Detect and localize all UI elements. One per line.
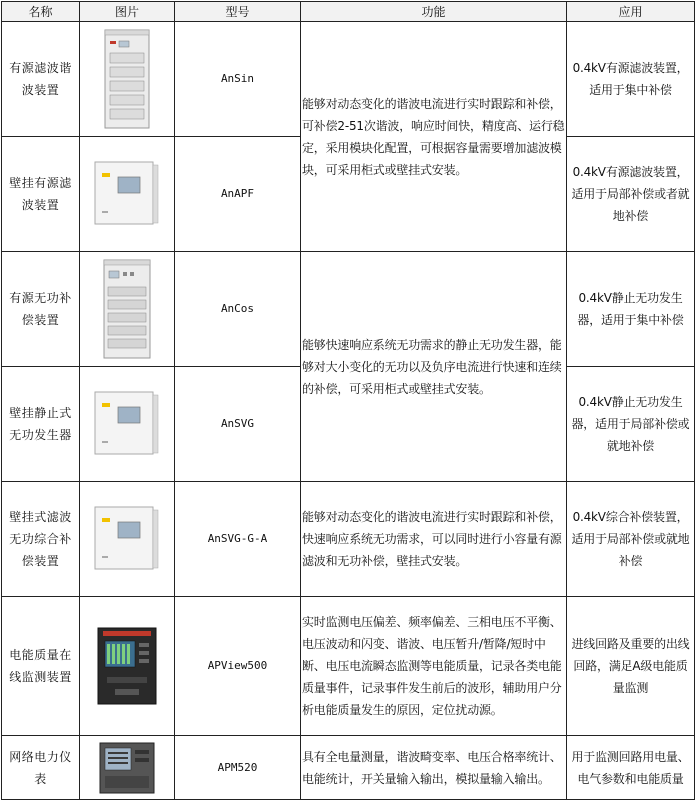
product-name: 有源无功补偿装置 (2, 252, 80, 367)
product-name: 壁挂有源滤波装置 (2, 137, 80, 252)
product-image (80, 367, 175, 482)
cabinet-icon (104, 29, 150, 129)
product-model: APView500 (175, 597, 301, 736)
product-application: 0.4kV静止无功发生器，适用于局部补偿或就地补偿 (567, 367, 695, 482)
wall-mounted-unit-icon (94, 506, 160, 572)
product-application: 进线回路及重要的出线回路，满足A级电能质量监测 (567, 597, 695, 736)
table-row (2, 482, 695, 597)
product-image (80, 137, 175, 252)
table-header-row (2, 2, 695, 22)
header-image: 图片 (80, 2, 175, 22)
product-model: AnAPF (175, 137, 301, 252)
wall-mounted-unit-icon (94, 161, 160, 227)
product-model: APM520 (175, 736, 301, 800)
table-row (2, 597, 695, 736)
product-image (80, 22, 175, 137)
product-model: AnSVG (175, 367, 301, 482)
product-name: 壁挂式滤波无功综合补偿装置 (2, 482, 80, 597)
header-model: 型号 (175, 2, 301, 22)
product-model: AnSVG-G-A (175, 482, 301, 597)
power-quality-monitor-icon (97, 627, 157, 705)
product-application: 用于监测回路用电量、电气参数和电能质量 (567, 736, 695, 800)
product-application: 0.4kV综合补偿装置，适用于局部补偿或就地补偿 (567, 482, 695, 597)
product-table (1, 1, 695, 800)
cabinet-icon (103, 259, 151, 359)
product-image (80, 597, 175, 736)
product-function: 实时监测电压偏差、频率偏差、三相电压不平衡、电压波动和闪变、谐波、电压暂升/暂降/短时中断、电压电流瞬态监测等电能质量，记录各类电能质量事件，记录事件发生前后的波形，辅助用户分析电能质量发生的原因，定位扰动源。 (301, 597, 567, 736)
header-function: 功能 (301, 2, 567, 22)
product-model: AnSin (175, 22, 301, 137)
product-name: 有源滤波谐波装置 (2, 22, 80, 137)
product-application: 0.4kV有源滤波装置，适用于局部补偿或者就地补偿 (567, 137, 695, 252)
product-function: 能够快速响应系统无功需求的静止无功发生器，能够对大小变化的无功以及负序电流进行快速和连续的补偿，可采用柜式或壁挂式安装。 (301, 252, 567, 482)
product-name: 壁挂静止式无功发生器 (2, 367, 80, 482)
power-meter-icon (99, 742, 155, 794)
table-row (2, 736, 695, 800)
product-name: 电能质量在线监测装置 (2, 597, 80, 736)
table-row (2, 22, 695, 137)
header-name: 名称 (2, 2, 80, 22)
product-name: 网络电力仪表 (2, 736, 80, 800)
product-model: AnCos (175, 252, 301, 367)
product-image (80, 482, 175, 597)
product-application: 0.4kV静止无功发生器，适用于集中补偿 (567, 252, 695, 367)
product-application: 0.4kV有源滤波装置，适用于集中补偿 (567, 22, 695, 137)
product-function: 能够对动态变化的谐波电流进行实时跟踪和补偿，可补偿2-51次谐波，响应时间快，精度高、运行稳定，采用模块化配置，可根据容量需要增加滤波模块，可采用柜式或壁挂式安装。 (301, 22, 567, 252)
header-application: 应用 (567, 2, 695, 22)
product-image (80, 736, 175, 800)
product-function: 具有全电量测量，谐波畸变率、电压合格率统计、电能统计，开关量输入输出，模拟量输入输出。 (301, 736, 567, 800)
wall-mounted-unit-icon (94, 391, 160, 457)
product-function: 能够对动态变化的谐波电流进行实时跟踪和补偿，快速响应系统无功需求，可以同时进行小容量有源滤波和无功补偿，壁挂式安装。 (301, 482, 567, 597)
table-row (2, 252, 695, 367)
product-image (80, 252, 175, 367)
